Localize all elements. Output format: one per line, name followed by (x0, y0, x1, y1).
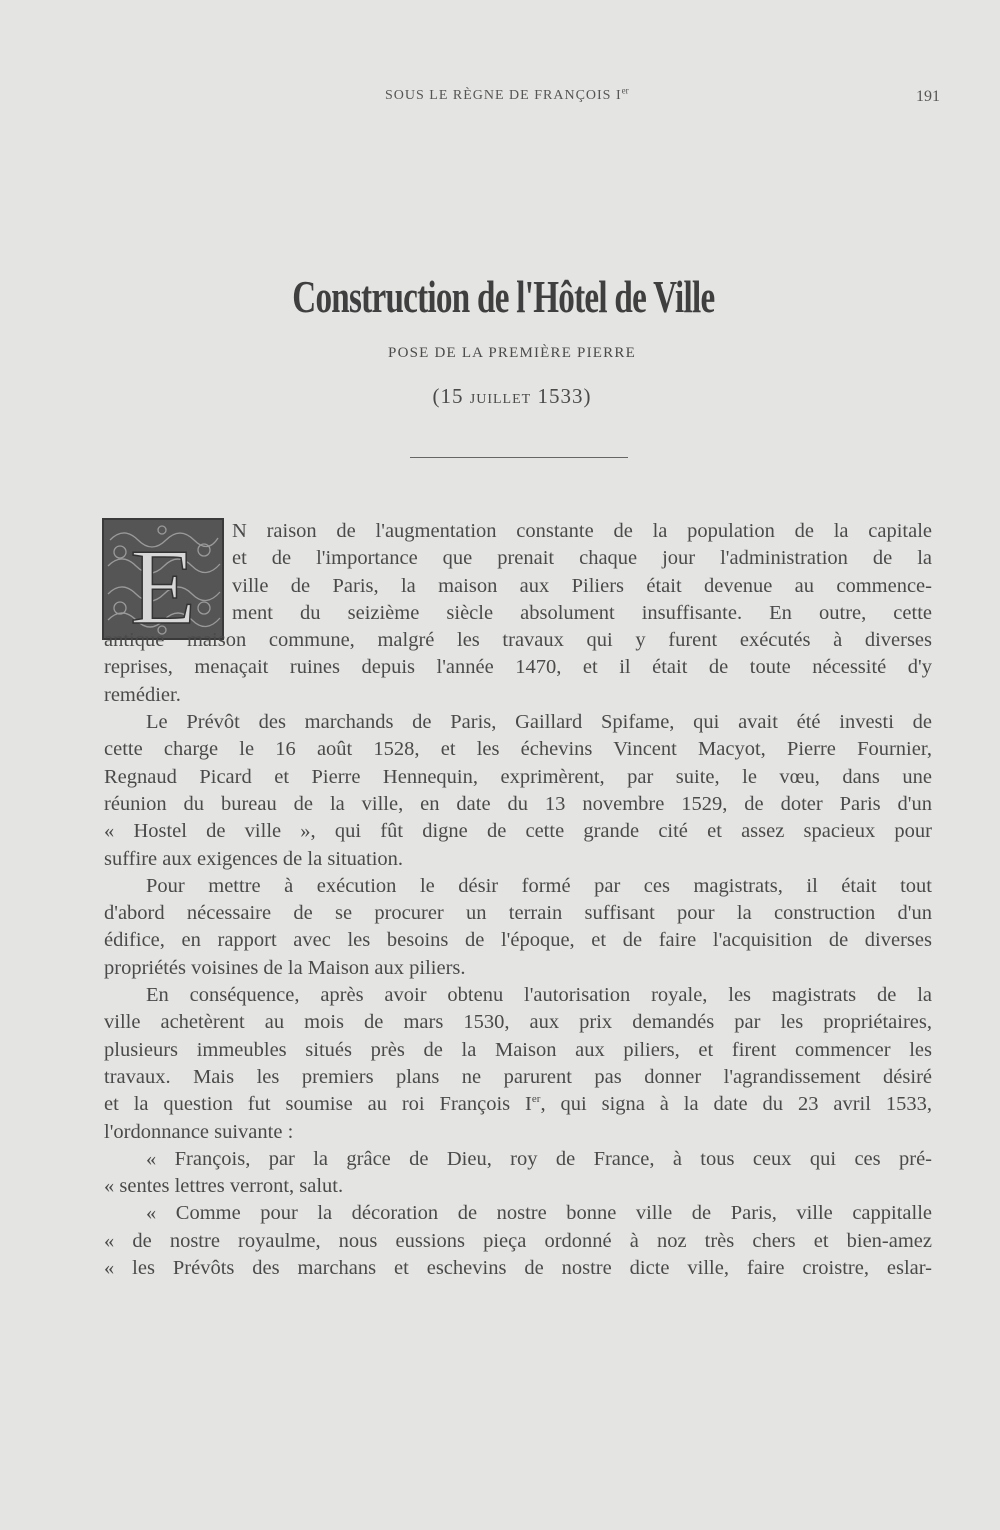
text-line (104, 682, 932, 709)
line-text: reprises, menaçait ruines depuis l'année 1470, et il était de toute nécessité d'y (104, 656, 932, 679)
line-text: et de l'importance que prenait chaque jour l'administration de la (232, 547, 932, 570)
running-head-superscript: er (621, 85, 629, 96)
running-head-text: SOUS LE RÈGNE DE FRANÇOIS I (385, 88, 622, 103)
line-text: « les Prévôts des marchans et eschevins de nostre dicte ville, faire croistre, eslar- (104, 1257, 932, 1280)
quote-line (104, 1200, 932, 1227)
line-text: et la question fut soumise au roi François I (104, 1093, 532, 1116)
text-line (104, 982, 932, 1009)
line-text: suffire aux exigences de la situation. (104, 847, 404, 870)
line-text: ville achetèrent au mois de mars 1530, aux prix demandés par les propriétaires, (104, 1011, 932, 1034)
text-line (104, 709, 932, 736)
chapter-subtitle: POSE DE LA PREMIÈRE PIERRE (388, 345, 636, 361)
line-text: antique maison commune, malgré les travaux qui y furent exécutés à diverses (104, 629, 932, 652)
quote-line (104, 1146, 932, 1173)
text-line (104, 736, 932, 763)
line-text: En conséquence, après avoir obtenu l'autorisation royale, les magistrats de la (146, 984, 932, 1007)
text-line (104, 927, 932, 954)
text-line (104, 1037, 932, 1064)
text-line (104, 654, 932, 681)
text-line (104, 791, 932, 818)
text-line (104, 1064, 932, 1091)
chapter-date (0, 384, 1000, 409)
text-line (104, 600, 932, 627)
line-text: N raison de l'augmentation constante de la population de la capitale (232, 520, 932, 542)
line-text: Regnaud Picard et Pierre Hennequin, exprimèrent, par suite, le vœu, dans une (104, 765, 932, 788)
line-text: réunion du bureau de la ville, en date du 13 novembre 1529, de doter Paris d'un (104, 792, 932, 815)
line-text: « de nostre royaulme, nous eussions pieça ordonné à noz très chers et bien-amez (104, 1229, 932, 1252)
line-text: ment du seizième siècle absolument insuffisante. En outre, cette (232, 601, 932, 624)
text-line (104, 1091, 932, 1118)
page-number: 191 (916, 88, 940, 105)
text-line (104, 846, 932, 873)
dropcap-letter: E (130, 528, 196, 638)
quote-line (104, 1228, 932, 1255)
text-line (104, 873, 932, 900)
chapter-title: Construction de l'Hôtel de Ville (292, 271, 715, 322)
text-line (104, 518, 932, 545)
date-month: JUILLET (469, 392, 532, 407)
line-text: « Comme pour la décoration de nostre bonne ville de Paris, ville cappitalle (146, 1202, 932, 1225)
line-text: remédier. (104, 683, 181, 706)
text-line (104, 900, 932, 927)
date-open: (15 (432, 384, 470, 408)
line-text: plusieurs immeubles situés près de la Maison aux piliers, et firent commencer les (104, 1038, 932, 1061)
date-close: 1533) (531, 384, 592, 408)
line-text: Pour mettre à exécution le désir formé par ces magistrats, il était tout (146, 874, 932, 897)
line-text: « sentes lettres verront, salut. (104, 1175, 344, 1198)
quote-line (104, 1173, 932, 1200)
line-text: travaux. Mais les premiers plans ne parurent pas donner l'agrandissement désiré (104, 1065, 932, 1088)
text-line (104, 1009, 932, 1036)
line-text: Le Prévôt des marchands de Paris, Gaillard Spifame, qui avait été investi de (146, 711, 932, 734)
line-text: ville de Paris, la maison aux Piliers était devenue au commence- (232, 574, 932, 597)
line-text: « François, par la grâce de Dieu, roy de France, à tous ceux qui ces pré- (146, 1147, 932, 1170)
text-line (104, 573, 932, 600)
text-line (104, 764, 932, 791)
article-body (104, 518, 932, 1282)
text-line (104, 627, 932, 654)
text-line (104, 818, 932, 845)
title-divider (410, 457, 628, 458)
text-line (104, 545, 932, 572)
line-text: édifice, en rapport avec les besoins de l'époque, et de faire l'acquisition de diverses (104, 929, 932, 952)
line-text: propriétés voisines de la Maison aux piliers. (104, 956, 466, 979)
text-line (104, 1119, 932, 1146)
quote-line (104, 1255, 932, 1282)
line-text-tail: , qui signa à la date du 23 avril 1533, (540, 1093, 932, 1116)
line-text: cette charge le 16 août 1528, et les échevins Vincent Macyot, Pierre Fournier, (104, 738, 932, 761)
text-line (104, 955, 932, 982)
line-text: « Hostel de ville », qui fût digne de cette grande cité et assez spacieux pour (104, 820, 932, 843)
running-head (385, 85, 629, 104)
line-superscript: er (531, 1093, 541, 1106)
line-text: l'ordonnance suivante : (104, 1120, 294, 1143)
line-text: d'abord nécessaire de se procurer un terrain suffisant pour la construction d'un (104, 902, 932, 925)
